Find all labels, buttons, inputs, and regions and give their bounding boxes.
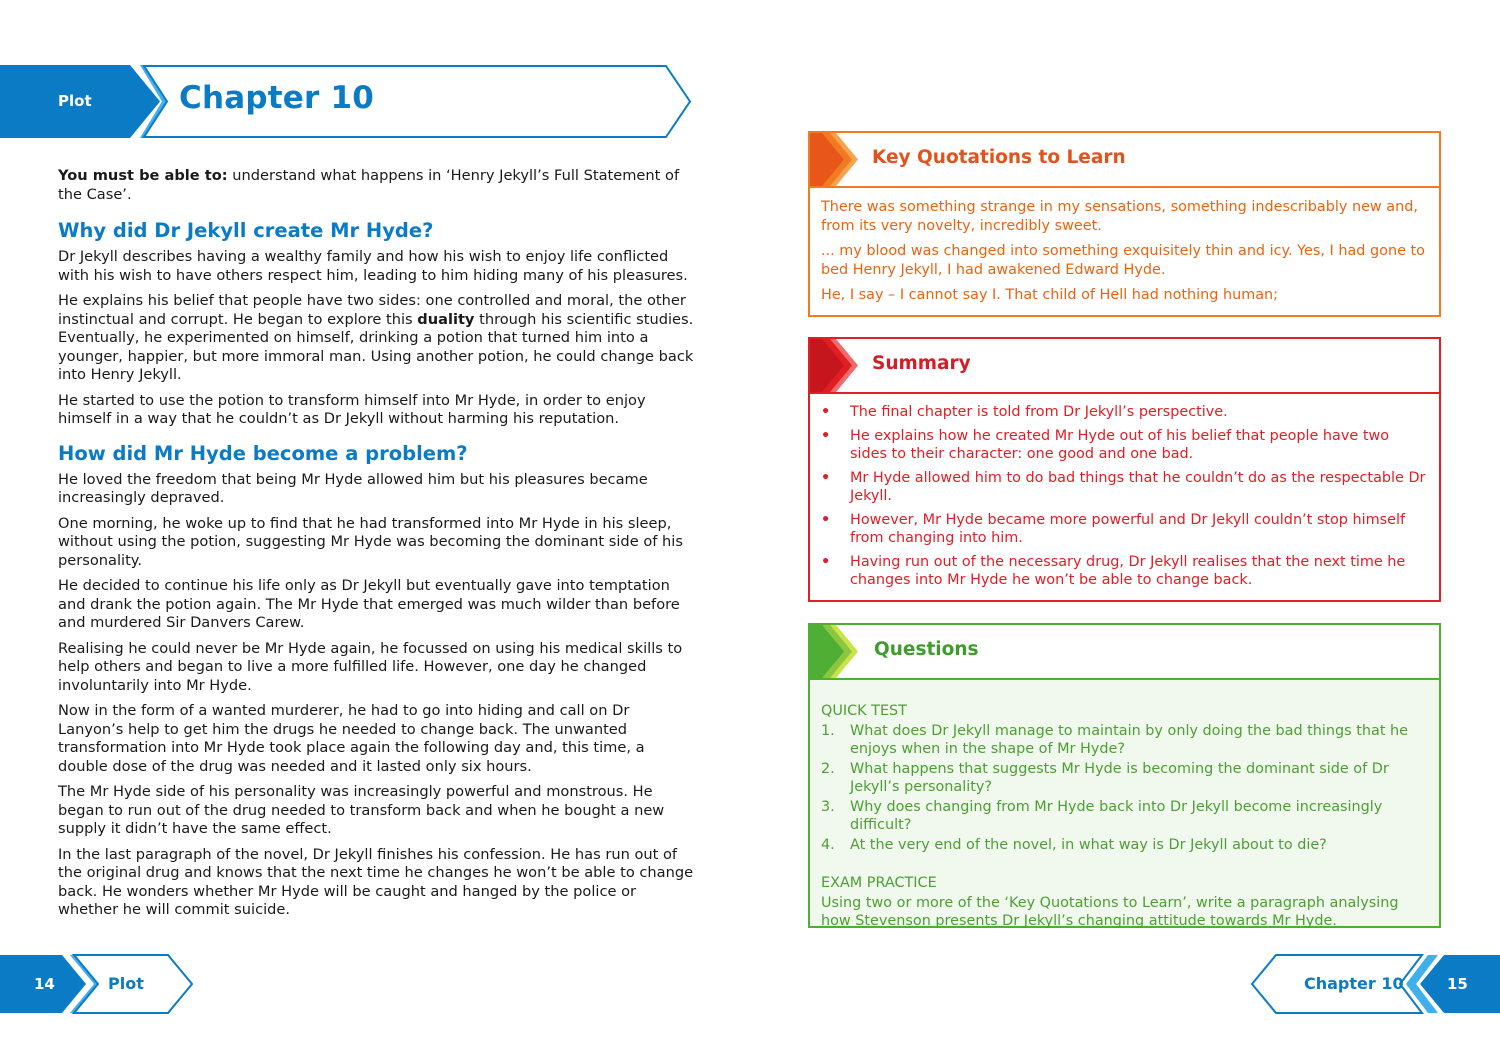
page-number-left: 14 bbox=[34, 975, 55, 993]
paragraph: In the last paragraph of the novel, Dr Jekyll finishes his confession. He has run out of the original drug and knows that the next time he changes he won’t be able to change back. He wonders whether Mr Hyde will be caught and hanged by the police or whether he will commit suicide. bbox=[58, 845, 694, 918]
key-quotations-header bbox=[810, 133, 1439, 188]
exam-practice-label: EXAM PRACTICE bbox=[821, 875, 937, 891]
list-item bbox=[821, 469, 1428, 506]
footer-chapter-label: Chapter 10 bbox=[1304, 974, 1404, 993]
question-number: 4. bbox=[821, 836, 835, 853]
question-item bbox=[821, 760, 1428, 797]
list-item-text: Having run out of the necessary drug, Dr Jekyll realises that the next time he changes into Mr Hyde he won’t be able to change back. bbox=[850, 553, 1406, 588]
footer-left-tab bbox=[0, 953, 200, 1015]
key-quotations-title: Key Quotations to Learn bbox=[872, 147, 1126, 168]
list-item bbox=[821, 403, 1428, 422]
page-title: Chapter 10 bbox=[179, 80, 374, 116]
questions-box bbox=[808, 623, 1441, 928]
paragraph bbox=[58, 292, 698, 385]
question-item bbox=[821, 722, 1428, 759]
key-quotations-body bbox=[810, 188, 1439, 322]
list-item-text: The final chapter is told from Dr Jekyll’s perspective. bbox=[850, 404, 1228, 420]
bullet: • bbox=[821, 553, 831, 570]
quotation: There was something strange in my sensations, something indescribably new and, from its very novelty, incredibly sweet. bbox=[821, 199, 1418, 234]
list-item-text: However, Mr Hyde became more powerful and Dr Jekyll couldn’t stop himself from changing into him. bbox=[850, 511, 1406, 546]
summary-header bbox=[810, 339, 1439, 394]
question-text: At the very end of the novel, in what way is Dr Jekyll about to die? bbox=[850, 836, 1327, 853]
exam-practice-text: Using two or more of the ‘Key Quotations to Learn’, write a paragraph analysing how Stevenson presents Dr Jekyll’s changing attitude towards Mr Hyde. bbox=[821, 894, 1399, 929]
paragraph: He decided to continue his life only as Dr Jekyll but eventually gave into temptation and drank the potion again. The Mr Hyde that emerged was much wilder than before and murdered Sir Danvers Carew. bbox=[58, 577, 680, 631]
question-text: What does Dr Jekyll manage to maintain by only doing the bad things that he enjoys when in the shape of Mr Hyde? bbox=[850, 722, 1409, 757]
heading-why-create-hyde: Why did Dr Jekyll create Mr Hyde? bbox=[58, 219, 434, 242]
chevron-arrow-icon bbox=[810, 133, 860, 186]
question-number: 2. bbox=[821, 760, 835, 777]
bullet: • bbox=[821, 404, 831, 420]
paragraph-text: He explains his belief that people have two sides: one controlled and moral, the other instinctual and corrupt. He began to explore this bbox=[58, 292, 686, 328]
questions-header bbox=[810, 625, 1439, 680]
quick-test-label: QUICK TEST bbox=[821, 703, 907, 719]
list-item bbox=[821, 511, 1428, 548]
summary-list bbox=[821, 403, 1428, 590]
quotation: He, I say – I cannot say I. That child of Hell had nothing human; bbox=[821, 287, 1279, 303]
summary-box bbox=[808, 337, 1441, 602]
list-item-text: Mr Hyde allowed him to do bad things that he couldn’t do as the respectable Dr Jekyll. bbox=[850, 469, 1426, 504]
heading-hyde-problem: How did Mr Hyde become a problem? bbox=[58, 441, 468, 465]
question-text: Why does changing from Mr Hyde back into Dr Jekyll become increasingly difficult? bbox=[850, 798, 1383, 833]
chevron-arrow-icon bbox=[810, 339, 860, 392]
paragraph: One morning, he woke up to find that he had transformed into Mr Hyde in his sleep, without using the potion, suggesting Mr Hyde was becoming the dominant side of his personality. bbox=[58, 514, 683, 569]
bullet: • bbox=[821, 469, 831, 486]
paragraph: The Mr Hyde side of his personality was increasingly powerful and monstrous. He began to run out of the drug needed to transform back and when he bought a new supply it didn’t have the same effect. bbox=[58, 783, 665, 837]
question-number: 3. bbox=[821, 798, 835, 815]
keyword-duality: duality bbox=[417, 310, 475, 328]
learning-objective-text: understand what happens in ‘Henry Jekyll’s Full Statement of the Case’. bbox=[58, 167, 680, 203]
question-item bbox=[821, 798, 1428, 835]
footer-section-label: Plot bbox=[108, 974, 144, 993]
bullet: • bbox=[821, 511, 831, 528]
summary-body bbox=[810, 394, 1439, 605]
question-item bbox=[821, 836, 1428, 855]
bullet: • bbox=[821, 427, 831, 444]
section-tag: Plot bbox=[58, 92, 92, 110]
questions-body bbox=[810, 680, 1439, 941]
list-item bbox=[821, 427, 1428, 464]
list-item bbox=[821, 553, 1428, 590]
quotation: ... my blood was changed into something exquisitely thin and icy. Yes, I had gone to bed Henry Jekyll, I had awakened Edward Hyde. bbox=[821, 243, 1425, 278]
main-text-column bbox=[58, 167, 698, 927]
page-number-right: 15 bbox=[1447, 975, 1468, 993]
quick-test-list bbox=[821, 722, 1428, 855]
summary-title: Summary bbox=[872, 353, 971, 374]
learning-objective bbox=[58, 167, 698, 204]
paragraph: He started to use the potion to transform himself into Mr Hyde, in order to enjoy himself in a way that he couldn’t as Dr Jekyll without harming his reputation. bbox=[58, 391, 646, 427]
paragraph: Dr Jekyll describes having a wealthy family and how his wish to enjoy life conflicted with his wish to have others respect him, leading to him hiding many of his pleasures. bbox=[58, 248, 688, 284]
paragraph: Realising he could never be Mr Hyde again, he focussed on using his medical skills to help others and began to live a more fulfilled life. However, one day he changed involuntarily into Mr Hyde. bbox=[58, 639, 683, 694]
paragraph-text: through his scientific studies. Eventually, he experimented on himself, drinking a potion that turned him into a younger, happier, but more immoral man. Using another potion, he could change back into Henry Jekyll. bbox=[58, 310, 694, 383]
list-item-text: He explains how he created Mr Hyde out of his belief that people have two sides to their character: one good and one bad. bbox=[850, 427, 1390, 462]
question-text: What happens that suggests Mr Hyde is becoming the dominant side of Dr Jekyll’s personality? bbox=[850, 760, 1389, 795]
learning-objective-label: You must be able to: bbox=[58, 167, 228, 184]
key-quotations-box bbox=[808, 131, 1441, 317]
paragraph: He loved the freedom that being Mr Hyde allowed him but his pleasures became increasingly depraved. bbox=[58, 470, 648, 506]
question-number: 1. bbox=[821, 722, 835, 739]
paragraph: Now in the form of a wanted murderer, he had to go into hiding and call on Dr Lanyon’s help to get him the drugs he needed to change back. The unwanted transformation into Mr Hyde took place again the following day and, this time, a double dose of the drug was needed and it lasted only six hours. bbox=[58, 702, 645, 775]
questions-title: Questions bbox=[874, 639, 979, 660]
chevron-arrow-icon bbox=[810, 625, 860, 678]
